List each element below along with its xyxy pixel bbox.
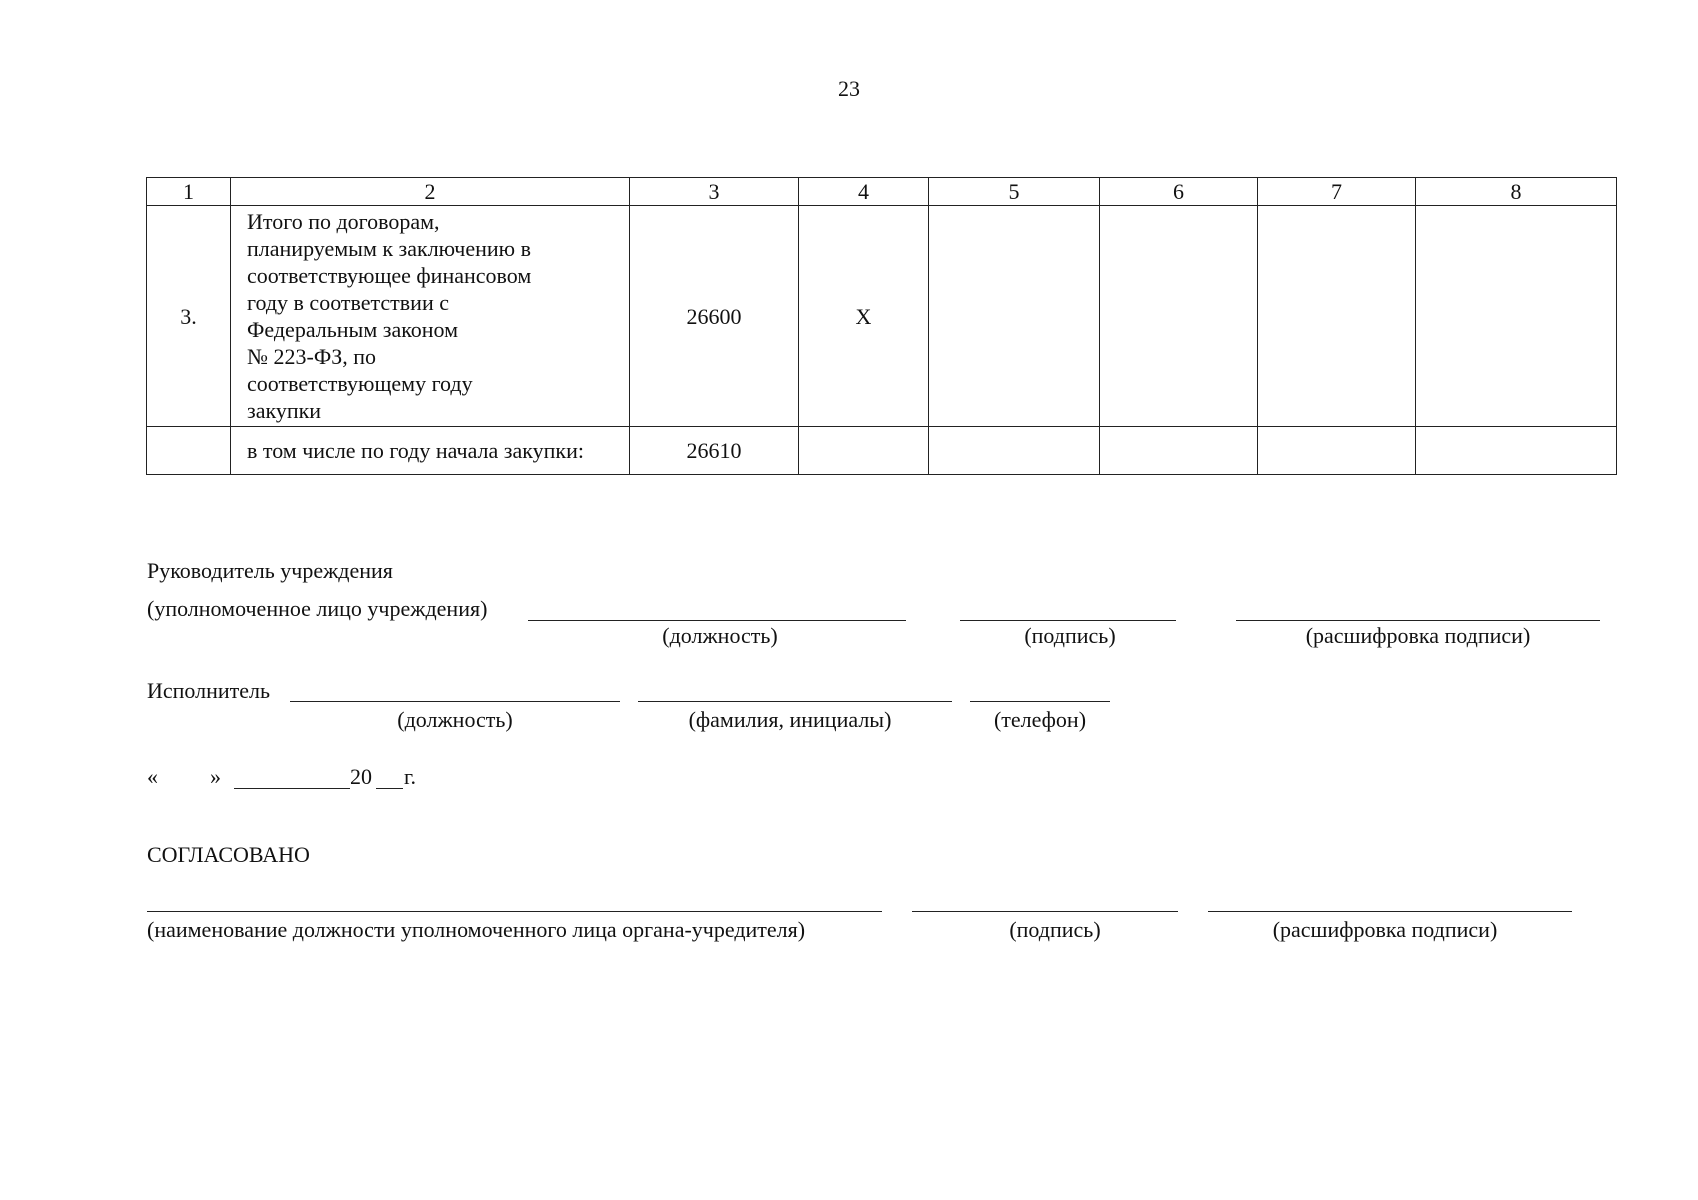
executor-phone-line bbox=[970, 701, 1110, 702]
empty-cell bbox=[1416, 427, 1617, 475]
executor-caption-phone: (телефон) bbox=[993, 707, 1087, 732]
agreed-signature-line bbox=[912, 911, 1178, 912]
procurement-table bbox=[146, 177, 1617, 475]
agreed-label: СОГЛАСОВАНО bbox=[147, 842, 310, 867]
head-title-line2: (уполномоченное лицо учреждения) bbox=[147, 596, 488, 621]
empty-cell bbox=[799, 427, 929, 475]
header-cell: 1 bbox=[147, 178, 231, 206]
head-caption-decoding: (расшифровка подписи) bbox=[1305, 623, 1531, 648]
header-cell: 7 bbox=[1258, 178, 1416, 206]
empty-cell bbox=[1416, 206, 1617, 427]
table-row bbox=[147, 427, 1617, 475]
row-description: в том числе по году начала закупки: bbox=[231, 427, 630, 475]
agreed-position-line bbox=[147, 911, 882, 912]
header-cell: 8 bbox=[1416, 178, 1617, 206]
description-line: Итого по договорам, bbox=[247, 209, 440, 234]
row-code: 26610 bbox=[630, 427, 799, 475]
row-number: 3. bbox=[147, 206, 231, 427]
row-code: 26600 bbox=[630, 206, 799, 427]
header-cell: 4 bbox=[799, 178, 929, 206]
head-title-line1: Руководитель учреждения bbox=[147, 558, 393, 583]
empty-cell bbox=[1258, 206, 1416, 427]
empty-cell bbox=[929, 427, 1100, 475]
empty-cell bbox=[1100, 206, 1258, 427]
description-line: Федеральным законом bbox=[247, 317, 459, 342]
header-cell: 6 bbox=[1100, 178, 1258, 206]
date-month-line bbox=[234, 788, 350, 789]
description-line: планируемым к заключению в bbox=[247, 236, 531, 261]
page-number: 23 bbox=[838, 76, 860, 101]
header-cell: 2 bbox=[231, 178, 630, 206]
executor-label: Исполнитель bbox=[147, 678, 271, 703]
head-caption-position: (должность) bbox=[662, 623, 778, 648]
agreed-caption-position: (наименование должности уполномоченного лица органа-учредителя) bbox=[147, 917, 806, 942]
head-decoding-line bbox=[1236, 620, 1600, 621]
empty-cell bbox=[1258, 427, 1416, 475]
empty-cell bbox=[147, 427, 231, 475]
empty-cell bbox=[929, 206, 1100, 427]
agreed-caption-decoding: (расшифровка подписи) bbox=[1272, 917, 1498, 942]
description-line: закупки bbox=[247, 398, 322, 423]
empty-cell bbox=[1100, 427, 1258, 475]
head-caption-signature: (подпись) bbox=[1024, 623, 1116, 648]
date-year-line bbox=[376, 788, 403, 789]
head-position-line bbox=[528, 620, 906, 621]
description-line: году в соответствии с bbox=[247, 290, 449, 315]
executor-caption-name: (фамилия, инициалы) bbox=[688, 707, 892, 732]
description-line: № 223-ФЗ, по bbox=[247, 344, 376, 369]
executor-position-line bbox=[290, 701, 620, 702]
table-header-row bbox=[147, 178, 1617, 206]
date-year-prefix: 20 bbox=[350, 764, 372, 789]
header-cell: 3 bbox=[630, 178, 799, 206]
date-close-quote: » bbox=[210, 764, 221, 789]
row-col4-mark: X bbox=[799, 206, 929, 427]
date-open-quote: « bbox=[147, 764, 158, 789]
description-line: соответствующее финансовом bbox=[247, 263, 532, 288]
agreed-caption-signature: (подпись) bbox=[1009, 917, 1101, 942]
head-signature-line bbox=[960, 620, 1176, 621]
description-line: соответствующему году bbox=[247, 371, 473, 396]
executor-caption-position: (должность) bbox=[397, 707, 513, 732]
agreed-decoding-line bbox=[1208, 911, 1572, 912]
header-cell: 5 bbox=[929, 178, 1100, 206]
table-row bbox=[147, 206, 1617, 427]
date-year-suffix: г. bbox=[404, 764, 417, 789]
executor-name-line bbox=[638, 701, 952, 702]
row-description bbox=[231, 206, 630, 427]
